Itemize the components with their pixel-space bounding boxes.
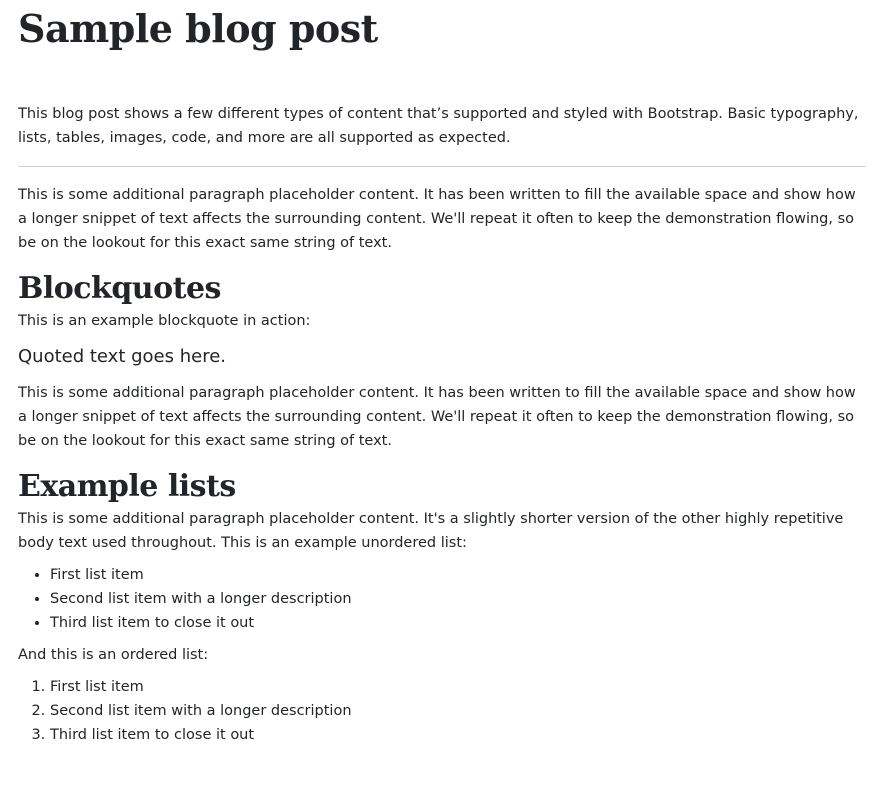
post-title: Sample blog post [18,6,378,51]
quote-text: Quoted text goes here. [18,346,227,367]
list-item: 3. Third list item to close it out [50,723,866,747]
divider [18,166,866,167]
list-item: 2. Second list item with a longer description [50,699,866,723]
list-item: 1. First list item [50,675,866,699]
ordered-list-intro: And this is an ordered list: [18,647,209,663]
lists-intro: This is some additional paragraph placeholder content. It's a slightly shorter version of the other highly repetitive body text used throughout. This is an example unordered list: [18,511,844,551]
list-item: • Second list item with a longer description [50,587,866,611]
post-lead: This blog post shows a few different types of content that’s supported and styled with Bootstrap. Basic typography, lists, tables, images, code, and more are all supported as expected. [18,106,859,146]
blockquote [18,345,866,369]
lists-heading: Example lists [18,469,236,504]
ordered-list [18,675,866,747]
unordered-list [18,563,866,635]
blockquotes-heading: Blockquotes [18,271,221,306]
blockquotes-intro: This is an example blockquote in action: [18,313,311,329]
paragraph: This is some additional paragraph placeholder content. It has been written to fill the available space and show how a longer snippet of text affects the surrounding content. We'll repeat it often to keep the demonstration flowing, so be on the lookout for this exact same string of text. [18,187,856,251]
list-item: • Third list item to close it out [50,611,866,635]
list-item: • First list item [50,563,866,587]
paragraph: This is some additional paragraph placeholder content. It has been written to fill the available space and show how a longer snippet of text affects the surrounding content. We'll repeat it often to keep the demonstration flowing, so be on the lookout for this exact same string of text. [18,385,856,449]
